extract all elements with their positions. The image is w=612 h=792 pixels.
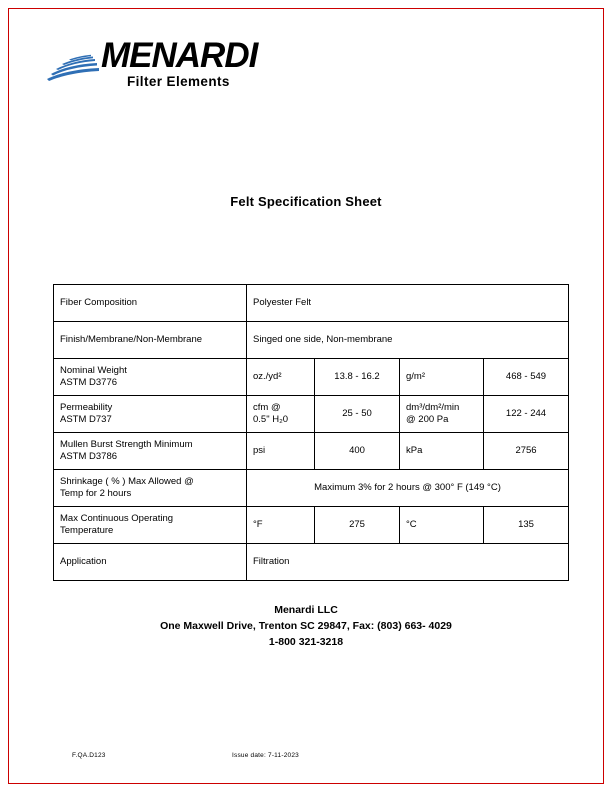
row-label-application: Application: [54, 544, 247, 581]
row-value1-permeability: 25 - 50: [315, 396, 400, 433]
row-unit1-mullen-burst: psi: [247, 433, 315, 470]
row-value2-nominal-weight: 468 - 549: [484, 359, 569, 396]
table-row: [54, 507, 569, 544]
row-label-line1: Permeability: [60, 401, 113, 413]
company-address: One Maxwell Drive, Trenton SC 29847, Fax: (803) 663- 4029: [160, 620, 452, 632]
row-value-application: Filtration: [247, 544, 569, 581]
row-value1-mullen-burst: 400: [315, 433, 400, 470]
row-unit1-permeability: [247, 396, 315, 433]
row-label-line2: ASTM D3776: [60, 377, 118, 388]
felt-specification-table: [53, 284, 569, 581]
table-row: [54, 285, 569, 322]
row-label-line1: Nominal Weight: [60, 364, 127, 376]
table-row: [54, 359, 569, 396]
company-phone: 1-800 321-3218: [268, 636, 344, 648]
row-value2-permeability: 122 - 244: [484, 396, 569, 433]
logo-tagline: Filter Elements: [127, 74, 230, 89]
row-unit1-line1: cfm @: [253, 401, 281, 413]
row-value1-max-continuous-temp: 275: [315, 507, 400, 544]
row-value-fiber-composition: Polyester Felt: [247, 285, 569, 322]
table-row: [54, 396, 569, 433]
logo-wordmark: MENARDI: [101, 36, 258, 75]
company-footer: [0, 602, 612, 650]
row-unit1-line2: 0.5" H₂0: [253, 414, 289, 425]
document-code: F.QA.D123: [72, 752, 106, 759]
row-label-line2: ASTM D3786: [60, 451, 118, 462]
row-unit2-nominal-weight: g/m²: [400, 359, 484, 396]
row-label-mullen-burst: [54, 433, 247, 470]
menardi-logo: [45, 35, 260, 90]
row-unit1-max-continuous-temp: °F: [247, 507, 315, 544]
row-label-line2: ASTM D737: [60, 414, 112, 425]
row-unit2-permeability: [400, 396, 484, 433]
page-title: Felt Specification Sheet: [230, 194, 382, 209]
table-row: [54, 322, 569, 359]
row-value2-max-continuous-temp: 135: [484, 507, 569, 544]
row-unit2-mullen-burst: kPa: [400, 433, 484, 470]
row-label-line2: Temp for 2 hours: [60, 488, 132, 499]
row-unit2-line1: dm³/dm²/min: [406, 401, 460, 413]
row-label-line1: Mullen Burst Strength Minimum: [60, 438, 193, 450]
row-value1-nominal-weight: 13.8 - 16.2: [315, 359, 400, 396]
row-label-shrinkage: [54, 470, 247, 507]
row-label-line1: Shrinkage ( % ) Max Allowed @: [60, 475, 194, 487]
table-row: [54, 470, 569, 507]
swoosh-icon: [45, 49, 101, 83]
row-value2-mullen-burst: 2756: [484, 433, 569, 470]
row-label-nominal-weight: [54, 359, 247, 396]
row-label-line1: Max Continuous Operating: [60, 512, 174, 524]
issue-date: Issue date: 7-11-2023: [232, 752, 299, 759]
row-unit2-max-continuous-temp: °C: [400, 507, 484, 544]
row-label-finish-membrane: Finish/Membrane/Non-Membrane: [54, 322, 247, 359]
row-label-line2: Temperature: [60, 525, 114, 536]
row-unit1-nominal-weight: oz./yd²: [247, 359, 315, 396]
row-value-finish-membrane: Singed one side, Non-membrane: [247, 322, 569, 359]
row-value-shrinkage: Maximum 3% for 2 hours @ 300° F (149 °C): [247, 470, 569, 507]
row-unit2-line2: @ 200 Pa: [406, 414, 449, 425]
row-label-fiber-composition: Fiber Composition: [54, 285, 247, 322]
row-label-permeability: [54, 396, 247, 433]
table-row: [54, 544, 569, 581]
table-row: [54, 433, 569, 470]
row-label-max-continuous-temp: [54, 507, 247, 544]
company-name: Menardi LLC: [274, 604, 338, 616]
